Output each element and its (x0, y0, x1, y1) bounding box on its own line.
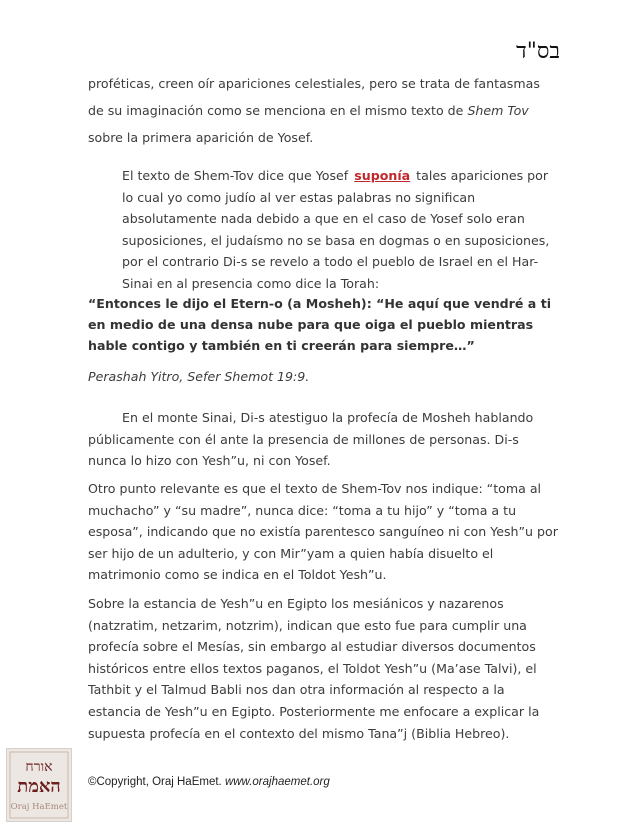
torah-quote (88, 293, 558, 356)
copyright-text: ©Copyright, Oraj HaEmet. (88, 776, 225, 788)
paragraph-5 (88, 407, 558, 472)
hebrew-header-mark: בס"ד (516, 39, 560, 64)
torah-quote-text: “Entonces le dijo el Etern-o (a Mosheh): “He aquí que vendré a ti en medio de una densa nube para que oiga el pueblo mientras hable contigo y también en ti creerán para siempre…” (88, 296, 552, 353)
citation (88, 366, 558, 388)
paragraph-7-text: Sobre la estancia de Yesh”u en Egipto los mesiánicos y nazarenos (natzratim, netzarim, notzrim), indican que esto fue para cumplir una profecía sobre el Mesías, sin embargo al estudiar diversos documentos históricos entre ellos textos paganos, el Toldot Yesh”u (Ma’ase Talvi), el Tathbit y el Talmud Babli nos dan otra información al respecto a la estancia de Yesh”u en Egipto. Posteriormente me enfocare a explicar la supuesta profecía en el contexto del mismo Tana”j (Biblia Hebreo). (88, 596, 540, 741)
oraj-haemet-logo (6, 748, 72, 822)
website-link[interactable]: www.orajhaemet.org (224, 776, 330, 788)
paragraph-6-text: Otro punto relevante es que el texto de Shem-Tov nos indique: “toma al muchacho” y “su madre”, nunca dice: “toma a tu hijo” y “toma a tu esposa”, indicando que no existía parentesco sanguíneo ni con Yesh”u por ser hijo de un adulterio, y con Mir”yam a quien había disuelto el matrimonio como se indica en el Toldot Yesh”u. (88, 481, 558, 583)
logo-icon (7, 749, 71, 821)
paragraph-2-text-a: El texto de Shem-Tov dice que Yosef (122, 168, 353, 183)
paragraph-6 (88, 478, 558, 586)
paragraph-1 (88, 70, 558, 151)
logo-hebrew-line-2: האמת (17, 776, 61, 797)
logo-latin-line: Oraj HaEmet (10, 802, 68, 812)
paragraph-7 (88, 593, 558, 744)
paragraph-1-text-b: sobre la primera aparición de Yosef. (88, 130, 314, 145)
footer (88, 776, 330, 788)
paragraph-2 (88, 165, 558, 295)
paragraph-5-text: En el monte Sinai, Di-s atestiguo la profecía de Mosheh hablando públicamente con él ante la presencia de millones de personas. Di-s nunca lo hizo con Yesh”u, ni con Yosef. (88, 410, 534, 469)
highlighted-word: suponía (354, 168, 411, 183)
citation-text: Perashah Yitro, Sefer Shemot 19:9. (88, 369, 310, 384)
paragraph-2-text-b: tales apariciones por lo cual yo como judío al ver estas palabras no significan absolutamente nada debido a que en el caso de Yosef solo eran suposiciones, el judaísmo no se basa en dogmas o en suposiciones, por el contrario Di-s se revelo a todo el pueblo de Israel en el Har-Sinai en al presencia como dice la Torah: (122, 168, 550, 291)
shem-tov-emphasis: Shem Tov (467, 103, 529, 118)
paragraph-1-text-a: proféticas, creen oír apariciones celestiales, pero se trata de fantasmas de su imaginación como se menciona en el mismo texto de (88, 76, 540, 118)
logo-hebrew-line-1: אורח (25, 759, 53, 775)
